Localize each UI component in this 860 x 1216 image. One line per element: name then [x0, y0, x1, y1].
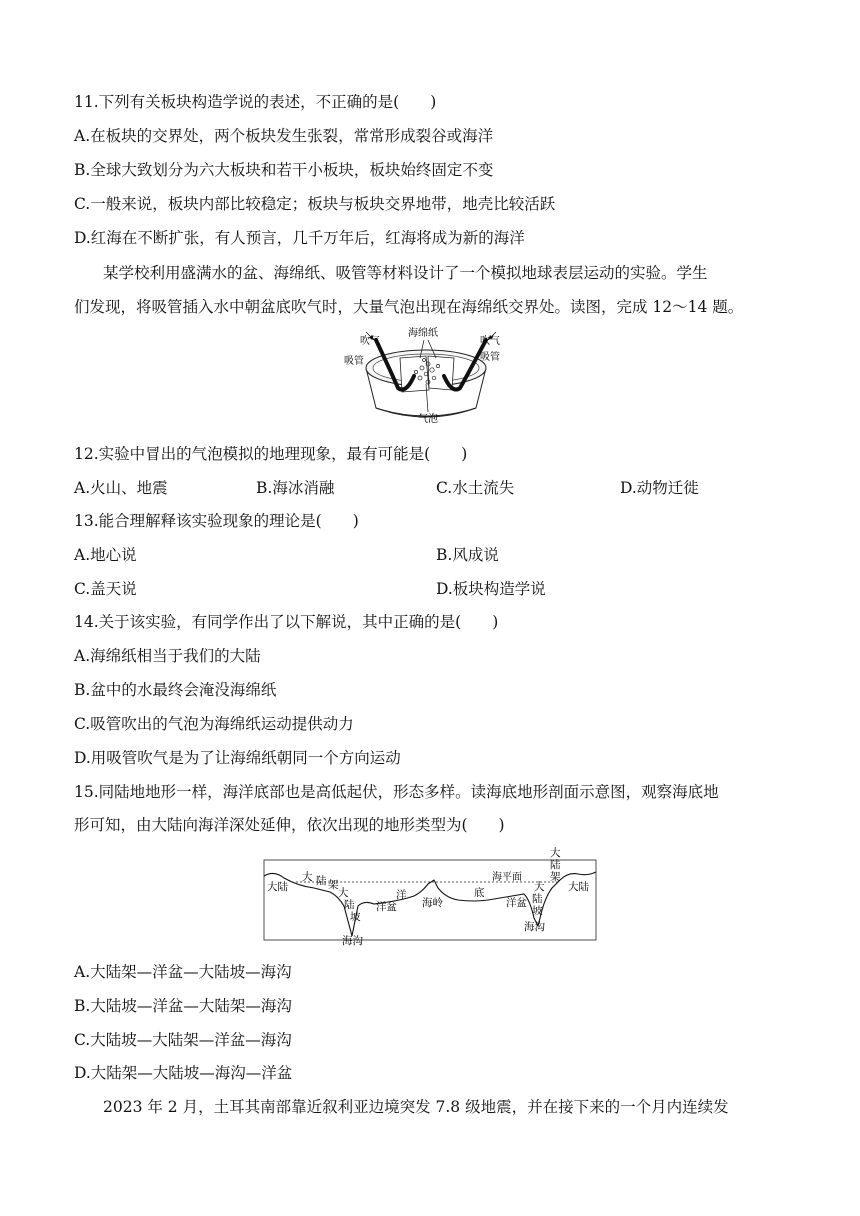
q13-options-row2	[74, 579, 774, 599]
slope-right-label-1: 大	[534, 881, 545, 893]
q14-option-d: D.用吸管吹气是为了让海绵纸朝同一个方向运动	[74, 749, 401, 767]
q12-option-d: D.动物迁徙	[620, 479, 699, 497]
q15-option-d: D.大陆架—大陆坡—海沟—洋盆	[74, 1064, 293, 1082]
passage1-line1: 某学校利用盛满水的盆、海绵纸、吸管等材料设计了一个模拟地球表层运动的实验。学生	[103, 264, 708, 282]
sea-level-label: 海平面	[492, 872, 522, 883]
q15-option-c: C.大陆坡—大陆架—洋盆—海沟	[74, 1031, 292, 1049]
q11-option-d: D.红海在不断扩张，有人预言，几千万年后，红海将成为新的海洋	[74, 229, 525, 247]
q15-stem-line1: 15.同陆地地形一样，海洋底部也是高低起伏，形态多样。读海底地形剖面示意图，观察海底地	[74, 783, 719, 801]
seafloor-profile-figure	[262, 844, 598, 948]
slope-right-label-2: 陆	[532, 893, 543, 905]
sponge-label: 海绵纸	[408, 328, 438, 339]
q11-stem: 11.下列有关板块构造学说的表述，不正确的是( )	[74, 93, 437, 111]
basin-left-label: 洋盆	[376, 901, 397, 913]
shelf-right-label-2: 陆	[550, 859, 561, 871]
q13-option-c: C.盖天说	[74, 580, 137, 598]
q11-option-a: A.在板块的交界处，两个板块发生张裂，常常形成裂谷或海洋	[74, 127, 494, 145]
ocean-label-2: 底	[474, 887, 485, 899]
basin-right-label: 洋盆	[506, 897, 527, 909]
q15-option-a: A.大陆架—洋盆—大陆坡—海沟	[74, 963, 292, 981]
blow-right-label: 吹气	[480, 336, 500, 347]
straw-right-label: 吸管	[480, 352, 500, 363]
q14-stem: 14.关于该实验，有同学作出了以下解说，其中正确的是( )	[74, 613, 499, 631]
straw-left-label: 吸管	[344, 356, 364, 367]
q14-option-a: A.海绵纸相当于我们的大陆	[74, 647, 261, 665]
q14-option-b: B.盆中的水最终会淹没海绵纸	[74, 681, 277, 699]
q15-stem-line2: 形可知，由大陆向海洋深处延伸，依次出现的地形类型为( )	[74, 816, 505, 834]
q13-option-d: D.板块构造学说	[436, 580, 546, 598]
q11-option-c: C.一般来说，板块内部比较稳定；板块与板块交界地带，地壳比较活跃	[74, 195, 556, 213]
slope-left-label-1: 大	[338, 887, 349, 899]
shelf-left-label-3: 架	[328, 879, 339, 891]
q15-option-b: B.大陆坡—洋盆—大陆架—海沟	[74, 997, 292, 1015]
passage2-line1: 2023 年 2 月，土耳其南部靠近叙利亚边境突发 7.8 级地震，并在接下来的一个月内连续发	[103, 1098, 729, 1116]
q11-option-b: B.全球大致划分为六大板块和若干小板块，板块始终固定不变	[74, 161, 494, 179]
land-right-label: 大陆	[568, 881, 589, 893]
slope-left-label-2: 陆	[344, 899, 355, 911]
trench-right-label: 海沟	[524, 921, 545, 933]
trench-left-label: 海沟	[342, 935, 363, 947]
q12-options	[74, 478, 774, 498]
q12-option-a: A.火山、地震	[74, 479, 168, 497]
q13-stem: 13.能合理解释该实验现象的理论是( )	[74, 512, 359, 530]
basin-experiment-figure	[336, 326, 516, 428]
q13-option-b: B.风成说	[436, 546, 499, 564]
bubble-label: 气泡	[418, 414, 438, 425]
shelf-right-label-1: 大	[550, 847, 561, 859]
ocean-label-1: 洋	[396, 889, 407, 901]
ridge-label: 海岭	[422, 897, 443, 909]
q12-option-c: C.水土流失	[436, 479, 515, 497]
q14-option-c: C.吸管吹出的气泡为海绵纸运动提供动力	[74, 715, 354, 733]
q12-option-b: B.海冰消融	[256, 479, 335, 497]
q13-options-row1	[74, 545, 774, 565]
shelf-right-label-3: 架	[550, 871, 561, 883]
slope-right-label-3: 坡	[532, 905, 543, 917]
shelf-left-label-2: 陆	[316, 875, 327, 887]
slope-left-label-3: 坡	[350, 911, 361, 923]
q12-stem: 12.实验中冒出的气泡模拟的地理现象，最有可能是( )	[74, 445, 468, 463]
passage1-line2: 们发现，将吸管插入水中朝盆底吹气时，大量气泡出现在海绵纸交界处。读图，完成 12～14 题。	[74, 298, 744, 316]
q13-option-a: A.地心说	[74, 546, 137, 564]
blow-left-label: 吹气	[360, 336, 380, 347]
shelf-left-label-1: 大	[302, 871, 313, 883]
land-left-label: 大陆	[267, 881, 288, 893]
